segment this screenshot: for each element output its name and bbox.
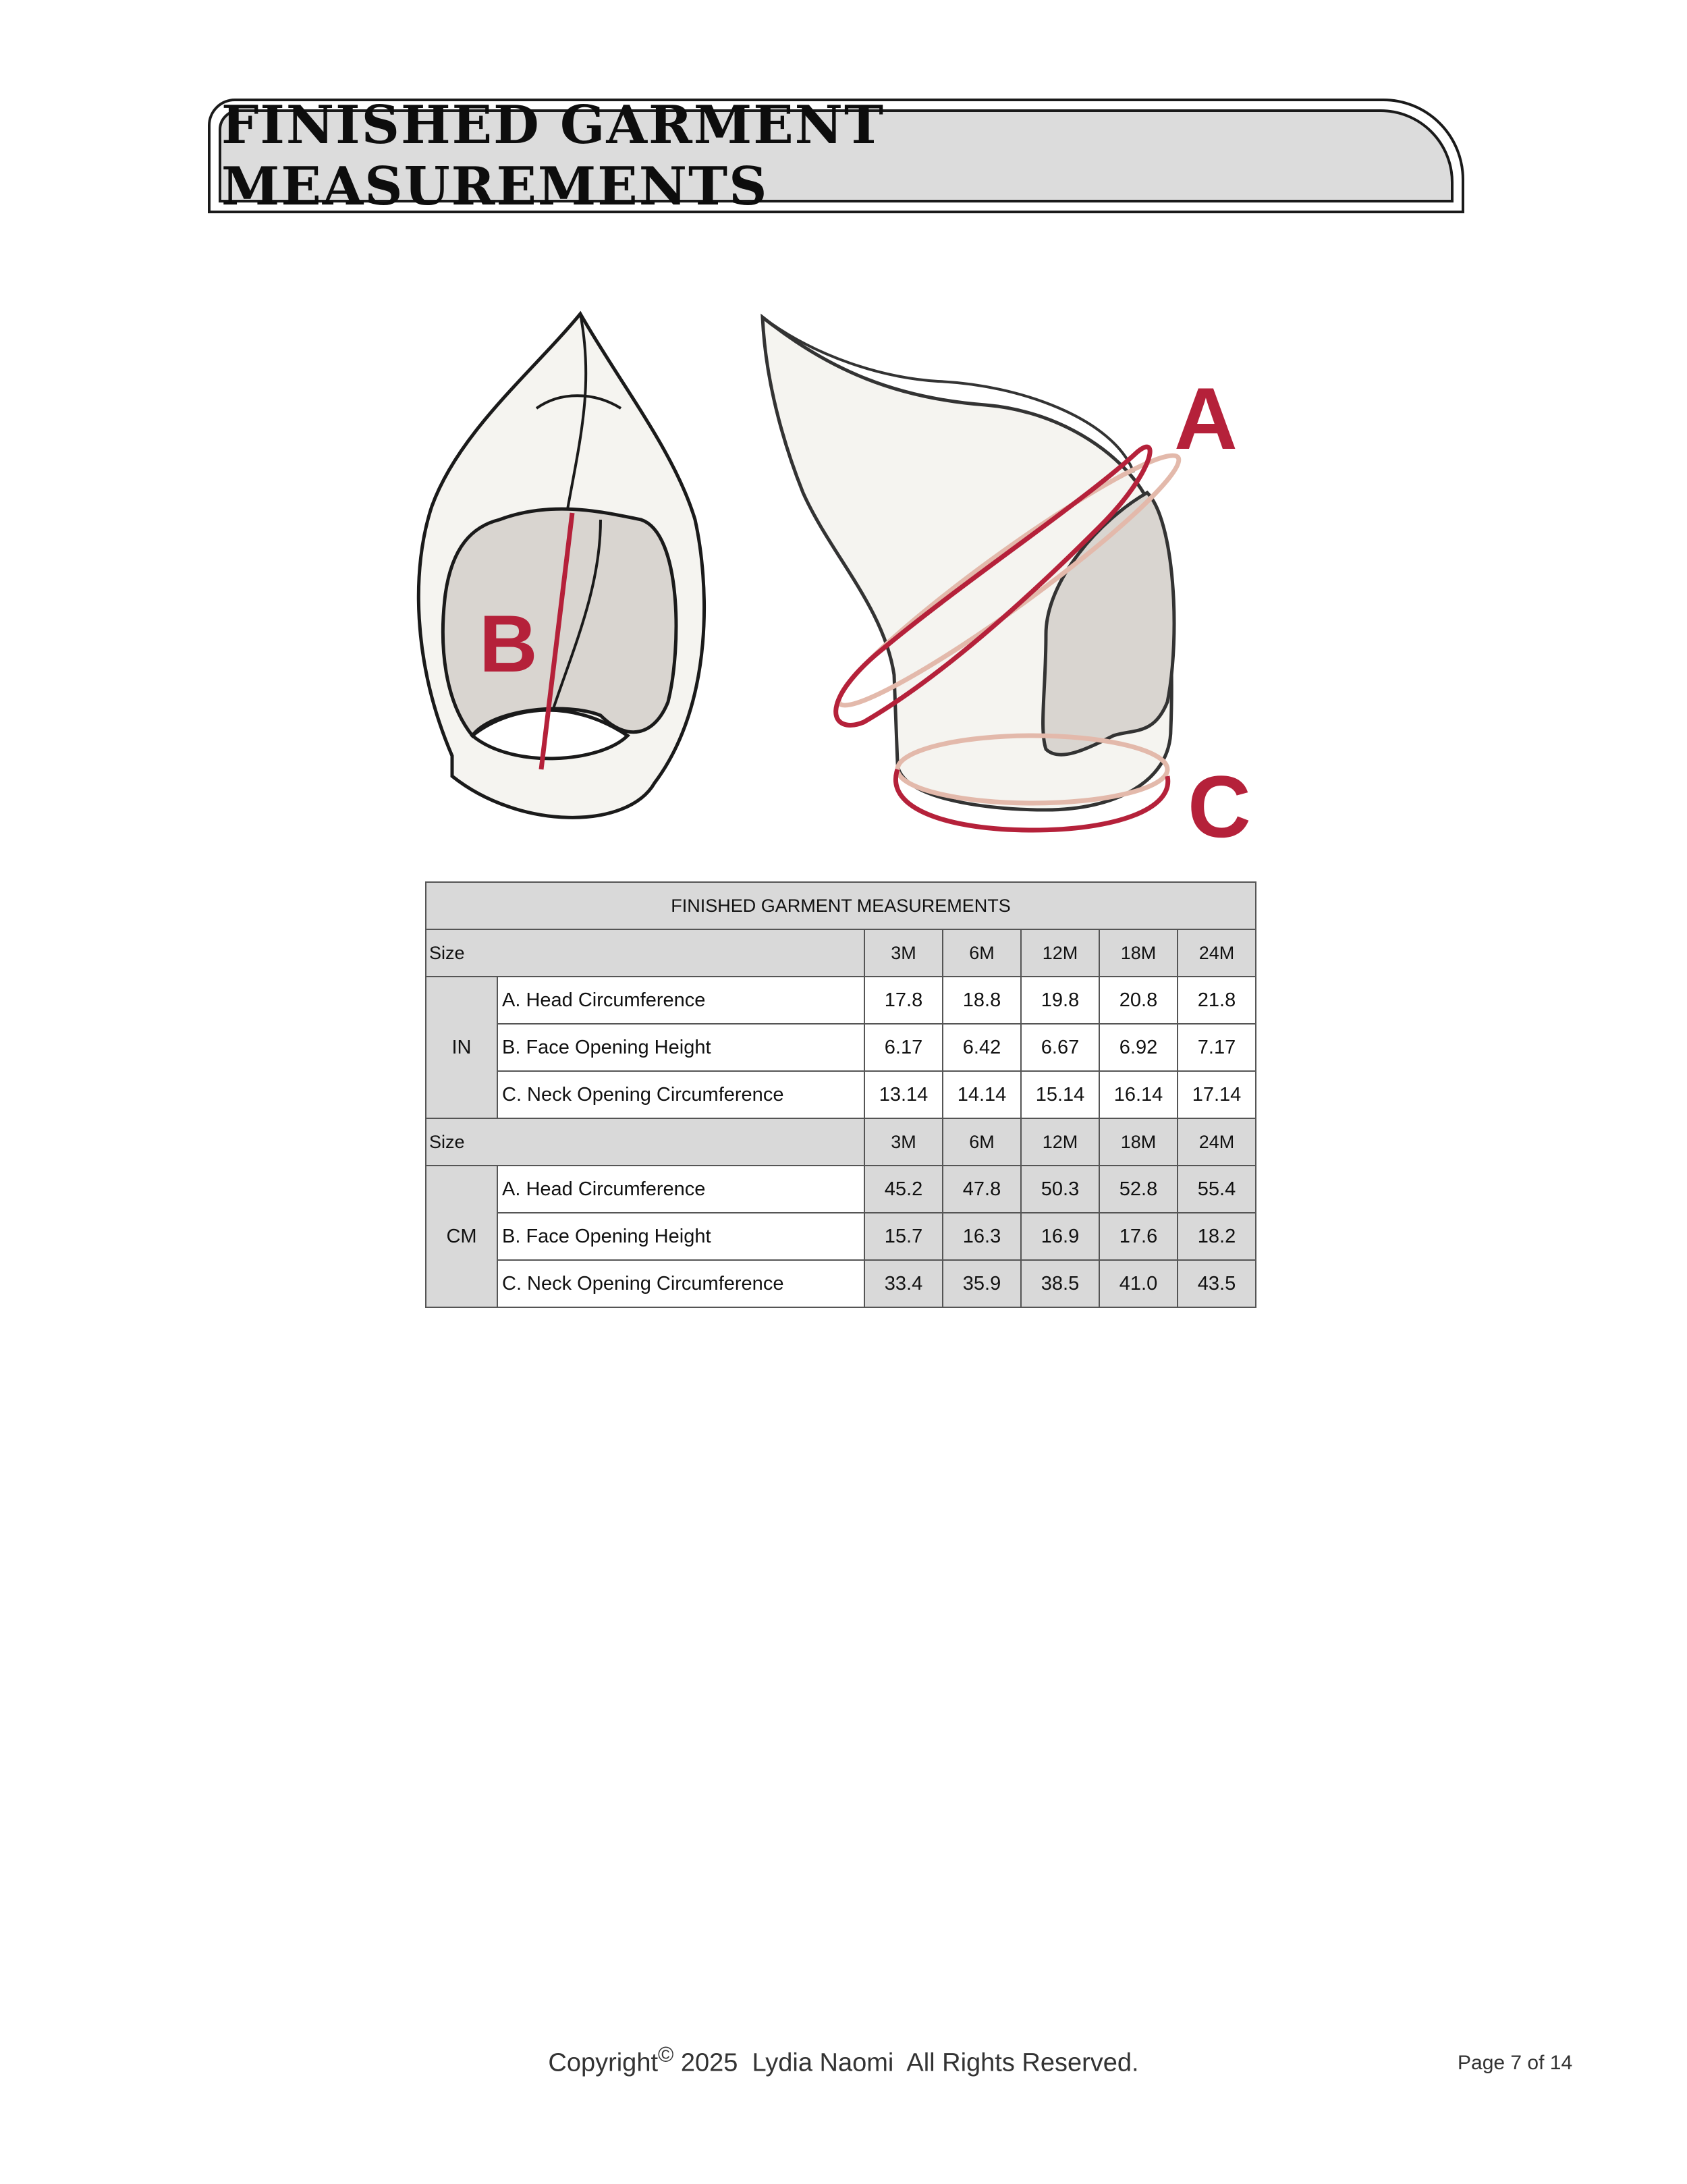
copyright-prefix: Copyright: [548, 2048, 659, 2077]
measurement-value: 6.67: [1021, 1024, 1099, 1071]
measurement-value: 13.14: [864, 1071, 943, 1118]
size-label: Size: [426, 929, 864, 977]
measurement-value: 16.3: [943, 1213, 1021, 1260]
measurement-value: 16.9: [1021, 1213, 1099, 1260]
measurement-value: 50.3: [1021, 1166, 1099, 1213]
measurement-value: 6.42: [943, 1024, 1021, 1071]
unit-label-in: IN: [426, 977, 497, 1118]
size-header: 3M: [864, 929, 943, 977]
table-row: [426, 1024, 1256, 1071]
measurement-value: 45.2: [864, 1166, 943, 1213]
measurement-value: 17.6: [1099, 1213, 1178, 1260]
measurement-value: 38.5: [1021, 1260, 1099, 1307]
measurement-name: A. Head Circumference: [497, 1166, 864, 1213]
measurements-table: [425, 881, 1256, 1308]
size-label: Size: [426, 1118, 864, 1166]
hood-front-view: [418, 314, 704, 817]
measurement-name: C. Neck Opening Circumference: [497, 1260, 864, 1307]
page-title: FINISHED GARMENT MEASUREMENTS: [221, 94, 885, 217]
measurement-value: 47.8: [943, 1166, 1021, 1213]
measurement-name: B. Face Opening Height: [497, 1213, 864, 1260]
header-banner-inner: [219, 94, 1454, 217]
label-b: B: [479, 599, 538, 689]
header-banner: [208, 94, 1464, 217]
measurement-value: 20.8: [1099, 977, 1178, 1024]
measurement-value: 52.8: [1099, 1166, 1178, 1213]
copyright-footer: [0, 2042, 1687, 2078]
measurement-value: 6.92: [1099, 1024, 1178, 1071]
measurement-value: 35.9: [943, 1260, 1021, 1307]
measurement-name: B. Face Opening Height: [497, 1024, 864, 1071]
size-header-row-in: [426, 929, 1256, 977]
measurement-value: 15.14: [1021, 1071, 1099, 1118]
size-header: 6M: [943, 1118, 1021, 1166]
size-header: 18M: [1099, 929, 1178, 977]
measurement-value: 43.5: [1178, 1260, 1256, 1307]
page-number: Page 7 of 14: [1458, 2052, 1573, 2074]
label-c: C: [1188, 757, 1251, 850]
measurement-value: 18.2: [1178, 1213, 1256, 1260]
size-header: 12M: [1021, 1118, 1099, 1166]
table-row: [426, 1071, 1256, 1118]
table-row: [426, 1166, 1256, 1213]
table-row: [426, 977, 1256, 1024]
table-title: FINISHED GARMENT MEASUREMENTS: [426, 882, 1256, 929]
hood-illustration: [398, 297, 1296, 850]
measurement-value: 19.8: [1021, 977, 1099, 1024]
measurement-value: 15.7: [864, 1213, 943, 1260]
measurement-value: 17.14: [1178, 1071, 1256, 1118]
measurement-value: 18.8: [943, 977, 1021, 1024]
table-row: [426, 1260, 1256, 1307]
size-header: 12M: [1021, 929, 1099, 977]
size-header: 3M: [864, 1118, 943, 1166]
size-header: 24M: [1178, 929, 1256, 977]
measurement-value: 14.14: [943, 1071, 1021, 1118]
measurement-value: 7.17: [1178, 1024, 1256, 1071]
size-header: 6M: [943, 929, 1021, 977]
size-header: 18M: [1099, 1118, 1178, 1166]
size-header: 24M: [1178, 1118, 1256, 1166]
measurement-value: 21.8: [1178, 977, 1256, 1024]
measurement-value: 6.17: [864, 1024, 943, 1071]
measurement-name: C. Neck Opening Circumference: [497, 1071, 864, 1118]
copyright-text: 2025 Lydia Naomi All Rights Reserved.: [673, 2048, 1139, 2077]
size-header-row-cm: [426, 1118, 1256, 1166]
hood-side-view: [763, 317, 1251, 850]
measurement-value: 55.4: [1178, 1166, 1256, 1213]
measurement-value: 33.4: [864, 1260, 943, 1307]
unit-label-cm: CM: [426, 1166, 497, 1307]
copyright-symbol: ©: [658, 2042, 674, 2067]
measurement-name: A. Head Circumference: [497, 977, 864, 1024]
measurement-value: 17.8: [864, 977, 943, 1024]
measurement-value: 41.0: [1099, 1260, 1178, 1307]
hood-diagram-svg: [398, 297, 1296, 850]
label-a: A: [1174, 369, 1238, 468]
measurement-value: 16.14: [1099, 1071, 1178, 1118]
table-row: [426, 1213, 1256, 1260]
